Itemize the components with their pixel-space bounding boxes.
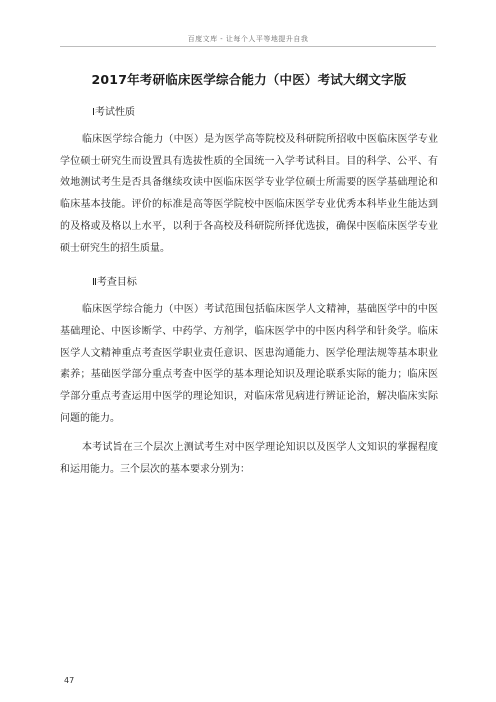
document-title: 2017年考研临床医学综合能力（中医）考试大纲文字版 [91,72,407,87]
document-body [60,70,438,481]
page-header [60,0,436,47]
paragraph-exam-nature: 临床医学综合能力（中医）是为医学高等院校及科研院所招收中医临床医学专业学位硕士研究生而设置具有选拔性质的全国统一入学考试科目。目的科学、公平、有效地测试考生是否具备继续攻读中医临床医学专业学位硕士所需要的医学基础理论和临床基本技能。评价的标准是高等医学院校中医临床医学专业优秀本科毕业生能达到的及格或及格以上水平，以利于各高校及科研院所择优选拔，确保中医临床医学专业硕士研究生的招生质量。 [60,134,438,254]
paragraph-exam-scope: 临床医学综合能力（中医）考试范围包括临床医学人文精神，基础医学中的中医基础理论、中医诊断学、中药学、方剂学，临床医学中的中医内科学和针灸学。临床医学人文精神重点考查医学职业责任意识、医患沟通能力、医学伦理法规等基本职业素养；基础医学部分重点考查中医学的基本理论知识及理论联系实际的能力；临床医学部分重点考查运用中医学的理论知识，对临床常见病进行辨证论治，解决临床实际问题的能力。 [60,304,438,424]
header-text: 百度文库 - 让每个人平等地提升自我 [187,35,309,43]
page-number: 47 [64,676,75,685]
paragraph-exam-levels: 本考试旨在三个层次上测试考生对中医学理论知识以及医学人文知识的掌握程度和运用能力。三个层次的基本要求分别为： [60,442,438,476]
section-heading-exam-objectives: Ⅱ考查目标 [92,277,137,289]
section-heading-exam-nature: Ⅰ考试性质 [92,107,135,118]
